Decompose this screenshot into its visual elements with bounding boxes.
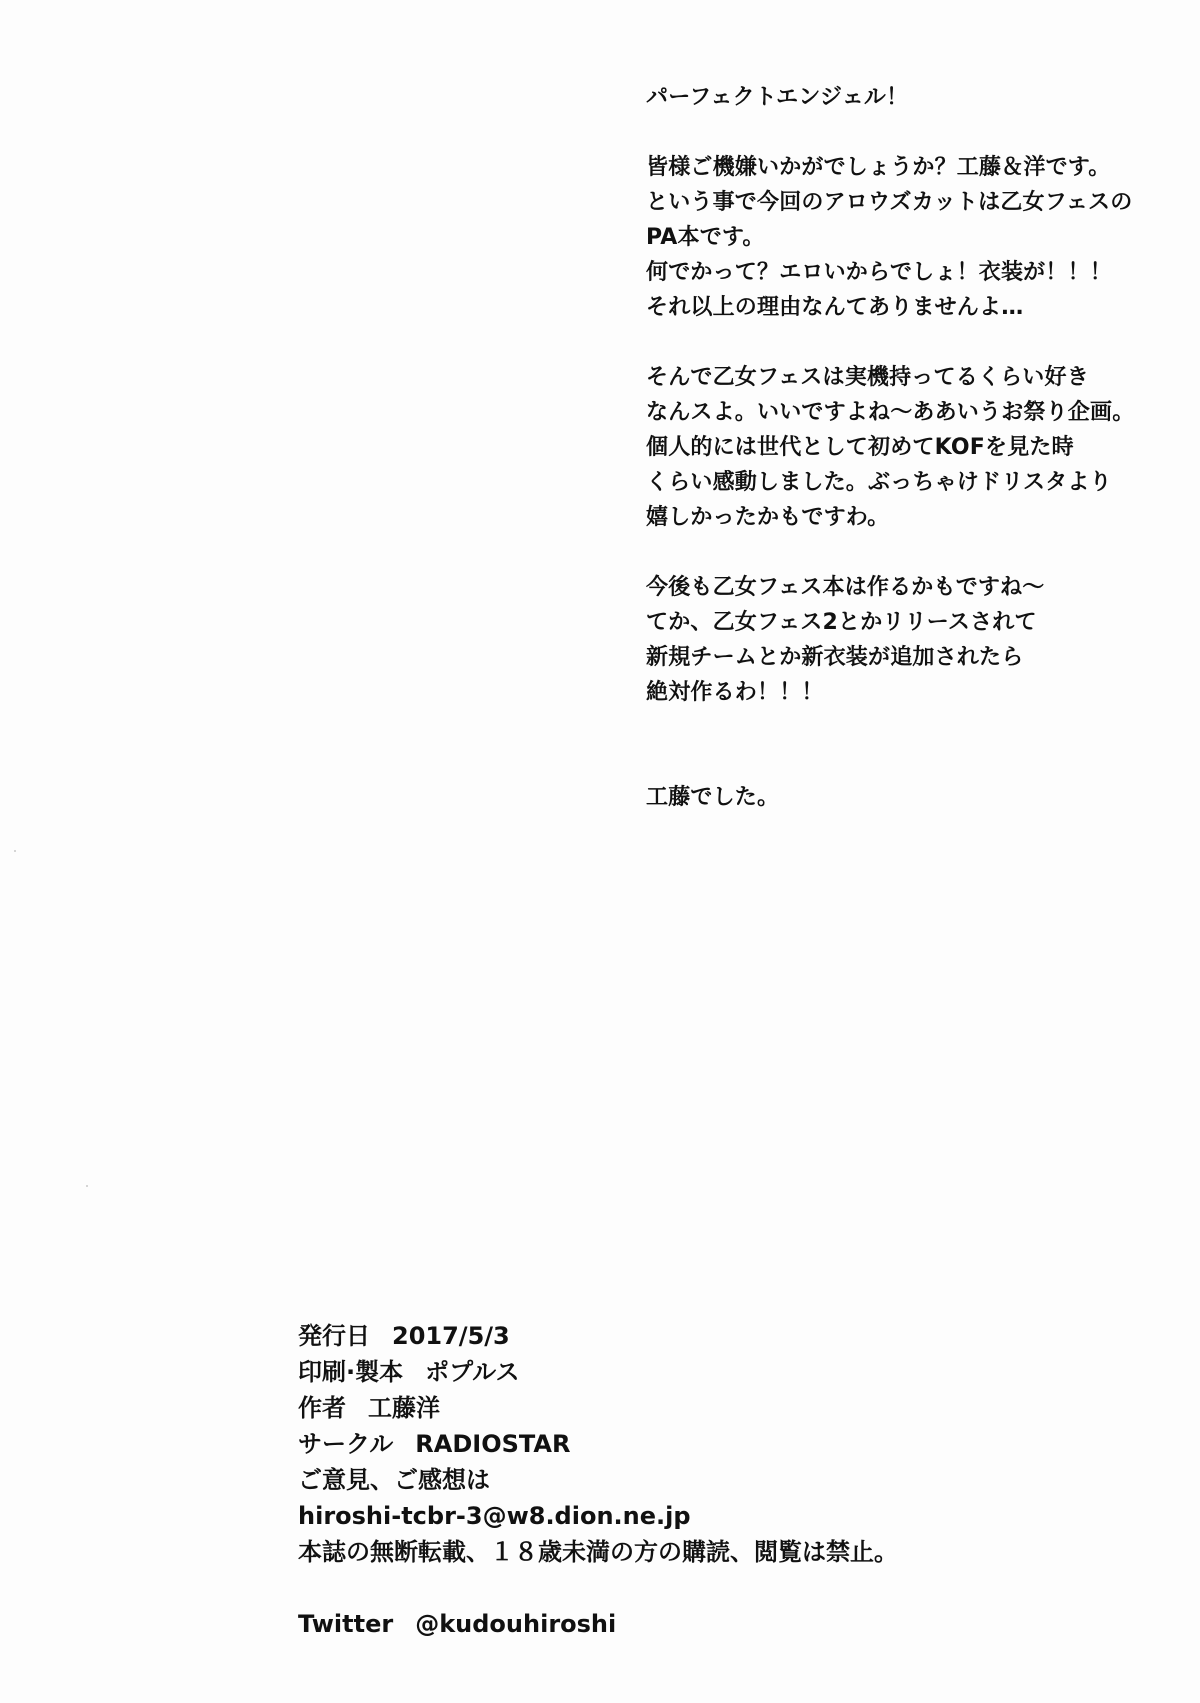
afterword-paragraph-3 (646, 570, 1186, 710)
author-label: 作者 (298, 1394, 346, 1422)
paper-speck (86, 1185, 88, 1187)
afterword-line: くらい感動しました。ぶっちゃけドリスタより (646, 470, 1112, 495)
afterword-line: PA本です。 (646, 225, 765, 250)
colophon-email: hiroshi-tcbr-3@w8.dion.ne.jp (298, 1502, 691, 1530)
afterword-line: 皆様ご機嫌いかがでしょうか？工藤＆洋です。 (646, 155, 1111, 180)
author-value: 工藤洋 (368, 1394, 440, 1422)
afterword-line: それ以上の理由なんてありませんよ… (646, 295, 1024, 320)
printing-label: 印刷·製本 (298, 1358, 404, 1386)
afterword-line: という事で今回のアロウズカットは乙女フェスの (646, 190, 1133, 215)
publish-date-value: 2017/5/3 (392, 1322, 510, 1350)
colophon-notice: 本誌の無断転載、１８歳未満の方の購読、閲覧は禁止。 (298, 1538, 898, 1566)
afterword-line: そんで乙女フェスは実機持ってるくらい好き (646, 365, 1089, 390)
afterword-line: 嬉しかったかもですわ。 (646, 505, 890, 530)
afterword-paragraph-1 (646, 150, 1186, 325)
afterword (646, 80, 1186, 815)
circle-label: サークル (298, 1430, 394, 1458)
colophon-printing (298, 1354, 998, 1390)
afterword-title: パーフェクトエンジェル！ (646, 85, 909, 110)
afterword-line: 今後も乙女フェス本は作るかもですね～ (646, 575, 1045, 600)
colophon-twitter (298, 1606, 998, 1642)
afterword-line: 個人的には世代として初めてKOFを見た時 (646, 435, 1074, 460)
colophon-circle (298, 1426, 998, 1462)
afterword-line: てか、乙女フェス2とかリリースされて (646, 610, 1037, 635)
circle-value: RADIOSTAR (415, 1430, 571, 1458)
afterword-line: 新規チームとか新衣装が追加されたら (646, 645, 1024, 670)
afterword-line: なんスよ。いいですよね～ああいうお祭り企画。 (646, 400, 1135, 425)
publish-date-label: 発行日 (298, 1322, 370, 1350)
paper-speck (14, 850, 16, 852)
afterword-signoff: 工藤でした。 (646, 785, 780, 810)
afterword-paragraph-2 (646, 360, 1186, 535)
colophon (298, 1318, 998, 1642)
colophon-author (298, 1390, 998, 1426)
afterword-line: 何でかって？エロいからでしょ！衣装が！！！ (646, 260, 1112, 285)
printing-value: ポプルス (425, 1358, 520, 1386)
colophon-publish-date (298, 1318, 998, 1354)
twitter-label: Twitter (298, 1610, 394, 1638)
colophon-feedback: ご意見、ご感想は (298, 1466, 490, 1494)
twitter-handle: @kudouhiroshi (415, 1610, 617, 1638)
afterword-line: 絶対作るわ！！！ (646, 680, 824, 705)
